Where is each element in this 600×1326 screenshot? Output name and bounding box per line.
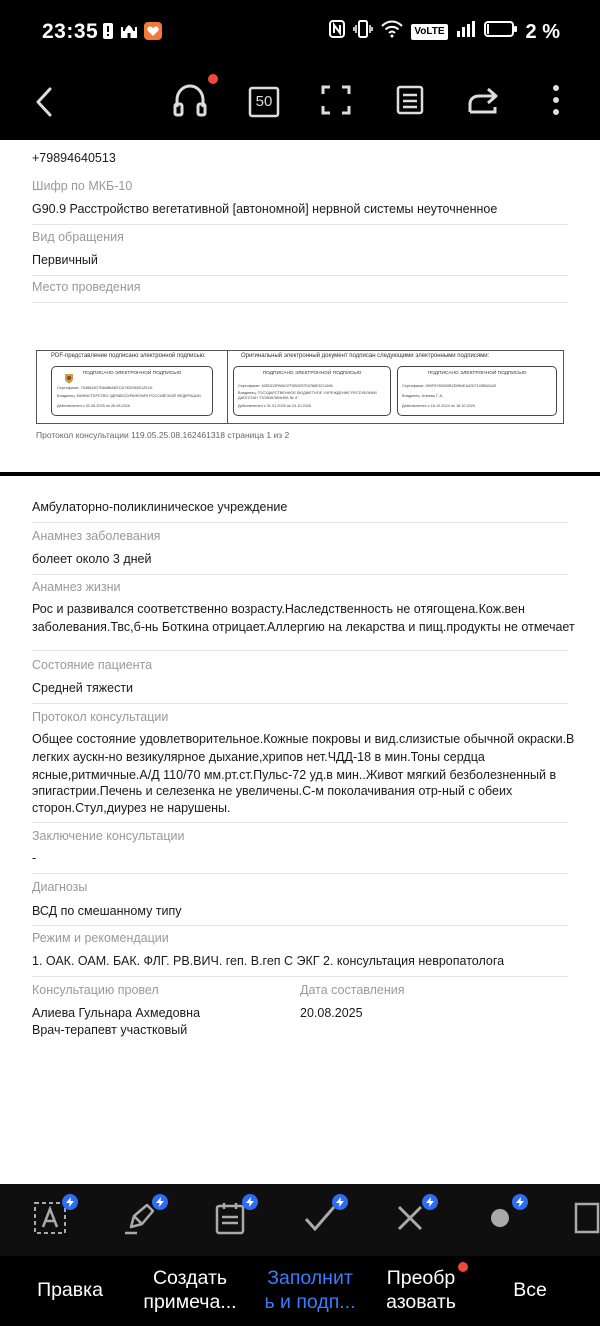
divider	[32, 822, 568, 823]
mosque-notification-icon	[120, 22, 138, 45]
signature-left-header: PDF-представление подписано электронной подписью:	[51, 353, 206, 359]
nav-convert-label: Преобр	[386, 1267, 456, 1289]
fullscreen-button[interactable]	[314, 80, 358, 124]
share-icon	[467, 85, 501, 120]
location-label: Место проведения	[32, 280, 141, 294]
signature-cert: Сертификат: 7548624D7B6488AEECA7452965012E1A	[57, 386, 153, 390]
square-tool-icon	[568, 1201, 600, 1240]
vibrate-icon	[353, 20, 373, 44]
form-icon	[214, 1201, 246, 1240]
cross-tool[interactable]	[390, 1200, 430, 1240]
divider	[32, 976, 568, 977]
doctor-label: Консультацию провел	[32, 983, 159, 997]
ai-badge-icon	[242, 1194, 258, 1210]
view-mode-button[interactable]	[388, 80, 432, 124]
signature-divider	[227, 351, 228, 423]
signature-card-ministry	[51, 366, 213, 416]
back-button[interactable]	[22, 80, 66, 124]
more-vertical-icon	[552, 84, 560, 121]
wifi-icon	[381, 20, 403, 44]
battery-percent: 2 %	[525, 20, 560, 43]
alert-notification-icon	[102, 22, 114, 45]
nav-fill-sign-label: Заполнит	[267, 1267, 353, 1289]
nav-edit[interactable]	[28, 1278, 112, 1302]
date-value: 20.08.2025	[300, 1006, 363, 1020]
signature-owner: Владелец: ГОСУДАРСТВЕННОЕ БЮДЖЕТНОЕ УЧРЕЖДЕНИЕ РЕСПУБЛИКИ ДАГЕСТАН "ПОЛИКЛИНИКА № 4"	[238, 391, 377, 400]
doctor-name: Алиева Гульнара Ахмедовна	[32, 1006, 201, 1020]
protocol-line: легких аускн-но везикулярное дыхание,хрипов нет.ЧДД-18 в мин.Тоны сердца	[32, 750, 485, 764]
protocol-line: эпигастрии.Печень и селезенка не увеличены.С-м поколачивания отр-ный с обеих	[32, 784, 513, 798]
protocol-line: ясные,ритмичные.А/Д 110/70 мм.рт.ст.Пульс-72 уд.в мин..Живот мягкий безболезненный в	[32, 768, 557, 782]
divider	[32, 275, 568, 276]
ai-badge-icon	[332, 1194, 348, 1210]
signature-card-doctor	[397, 366, 557, 416]
conclusion-value: -	[32, 851, 37, 865]
signature-validity: Действителен с 31.01.2025 по 24.10.2026	[238, 404, 311, 408]
doctor-position: Врач-терапевт участковый	[32, 1023, 188, 1037]
divider	[32, 650, 568, 651]
nav-all-label: Все	[513, 1279, 547, 1301]
signature-validity: Действителен с 02.06.2025 по 26.08.2026	[57, 404, 130, 408]
signature-block	[36, 350, 564, 424]
pen-tool[interactable]	[120, 1200, 160, 1240]
status-bar	[0, 0, 600, 68]
more-options-button[interactable]	[534, 80, 578, 124]
regime-label: Режим и рекомендации	[32, 931, 169, 945]
ai-badge-icon	[62, 1194, 78, 1210]
signature-cert: Сертификат: 590F8780000B2D9B4EA4007103B63443	[402, 384, 497, 388]
signature-cert: Сертификат: 62EDD3FB0A37F0B0037D0786EDC1656	[238, 384, 333, 388]
divider	[32, 302, 568, 303]
nav-create-note[interactable]	[136, 1266, 244, 1314]
signature-card-title: ПОДПИСАНО ЭЛЕКТРОННОЙ ПОДПИСЬЮ	[82, 371, 182, 376]
divider	[32, 703, 568, 704]
signal-icon	[456, 20, 476, 44]
diagnoses-label: Диагнозы	[32, 880, 88, 894]
signature-card-clinic	[233, 366, 391, 416]
nav-create-note-label: примеча...	[143, 1291, 237, 1313]
regime-value: 1. ОАК. ОАМ. БАК. ФЛГ. РВ.ВИЧ. геп. В.геп С ЭКГ 2. консультация невропатолога	[32, 954, 505, 968]
divider	[32, 925, 568, 926]
document-page-2	[0, 476, 600, 1184]
reader-toolbar	[0, 68, 600, 140]
institution-type: Амбулаторно-поликлиническое учреждение	[32, 500, 288, 514]
nav-edit-label: Правка	[37, 1279, 103, 1301]
ai-badge-icon	[152, 1194, 168, 1210]
status-system-icons	[329, 20, 560, 44]
nav-fill-sign-label: ь и подп...	[264, 1291, 356, 1313]
icd-value: G90.9 Расстройство вегетативной [автономной] нервной системы неуточненное	[32, 202, 498, 216]
nav-create-note-label: Создать	[152, 1267, 228, 1289]
anamnesis-life-label: Анамнез жизни	[32, 580, 121, 594]
signature-owner: Владелец: Алиева Г. А.	[402, 394, 444, 398]
protocol-label: Протокол консультации	[32, 710, 169, 724]
text-box-tool[interactable]	[30, 1200, 70, 1240]
dot-tool[interactable]	[480, 1200, 520, 1240]
nav-all[interactable]	[500, 1278, 560, 1302]
anamnesis-disease-label: Анамнез заболевания	[32, 529, 161, 543]
date-label: Дата составления	[300, 983, 405, 997]
divider	[32, 873, 568, 874]
phone-number: +79894640513	[32, 151, 116, 165]
document-view-icon	[396, 85, 424, 120]
status-notification-icons	[102, 22, 162, 45]
anamnesis-life-line: Рос и развивался соответственно возрасту.Наследственность не отягощена.Кож.вен	[32, 602, 525, 616]
nav-convert-label: азовать	[386, 1291, 456, 1313]
diagnoses-value: ВСД по смешанному типу	[32, 904, 182, 918]
signature-right-header: Оригинальный электронный документ подписан следующими электронными подписями:	[241, 353, 490, 359]
status-time: 23:35	[42, 20, 99, 43]
cross-icon	[396, 1204, 424, 1237]
form-tool[interactable]	[210, 1200, 250, 1240]
headphones-icon	[172, 83, 208, 122]
app-notification-icon	[144, 22, 162, 45]
divider	[32, 522, 568, 523]
ai-badge-icon	[422, 1194, 438, 1210]
signature-card-title: ПОДПИСАНО ЭЛЕКТРОННОЙ ПОДПИСЬЮ	[262, 371, 362, 376]
dot-icon	[490, 1208, 510, 1233]
text-box-icon	[33, 1201, 67, 1240]
protocol-line: сторон.Стул,диурез не нарушены.	[32, 801, 231, 815]
checkmark-icon	[303, 1203, 337, 1238]
icd-label: Шифр по МКБ-10	[32, 179, 133, 193]
nfc-icon	[329, 20, 345, 44]
patient-state-label: Состояние пациента	[32, 658, 153, 672]
checkmark-tool[interactable]	[300, 1200, 340, 1240]
visit-type-value: Первичный	[32, 253, 98, 267]
protocol-page-footer: Протокол консультации 119.05.25.08.162461318 страница 1 из 2	[36, 430, 290, 440]
divider	[32, 224, 568, 225]
pen-icon	[123, 1201, 157, 1240]
fullscreen-icon	[321, 85, 351, 120]
patient-state-value: Средней тяжести	[32, 681, 134, 695]
annotation-toolbar	[0, 1184, 600, 1256]
bottom-navigation	[0, 1256, 600, 1326]
nav-convert[interactable]	[376, 1266, 466, 1314]
listen-button[interactable]	[168, 80, 212, 124]
anamnesis-life-line: заболевания.Твс,б-нь Боткина отрицает.Аллергию на лекарства и пищ.продукты не отмечает	[32, 620, 575, 634]
protocol-line: Общее состояние удовлетворительное.Кожные покровы и вид.слизистые обычной окраски.В	[32, 732, 575, 746]
signature-card-title: ПОДПИСАНО ЭЛЕКТРОННОЙ ПОДПИСЬЮ	[427, 371, 527, 376]
more-tools-partial[interactable]	[568, 1200, 600, 1240]
visit-type-label: Вид обращения	[32, 230, 124, 244]
page-count-button[interactable]	[242, 80, 286, 124]
nav-fill-sign[interactable]	[256, 1266, 364, 1314]
signature-owner: Владелец: МИНИСТЕРСТВО ЗДРАВООХРАНЕНИЯ РОССИЙСКОЙ ФЕДЕРАЦИИ	[57, 394, 201, 398]
share-button[interactable]	[462, 80, 506, 124]
signature-validity: Действителен с 18.10.2024 по 18.10.2025	[402, 404, 475, 408]
divider	[32, 574, 568, 575]
convert-new-dot	[458, 1262, 468, 1272]
ai-badge-icon	[512, 1194, 528, 1210]
page-count-label: 50	[255, 93, 273, 110]
battery-icon	[484, 20, 518, 44]
new-feature-dot	[208, 74, 218, 84]
conclusion-label: Заключение консультации	[32, 829, 185, 843]
anamnesis-disease-value: болеет около 3 дней	[32, 552, 152, 566]
volte-icon: VoLTE	[411, 24, 447, 40]
document-page-1	[0, 140, 600, 472]
